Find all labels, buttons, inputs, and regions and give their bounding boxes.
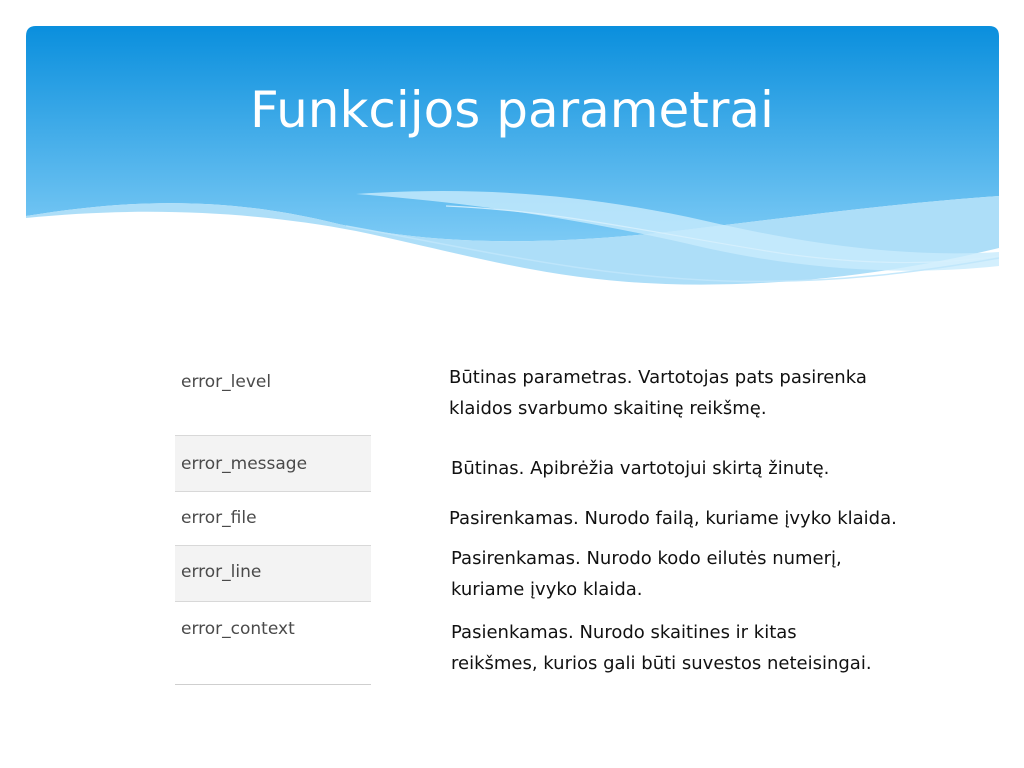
table-row [175,602,371,685]
slide-title: Funkcijos parametrai [250,81,774,139]
header-wave-background [26,26,999,296]
table-row [175,354,371,436]
parameter-description: Būtinas. Apibrėžia vartotojui skirtą žinutę. [451,458,830,479]
parameter-name: error_context [181,619,295,639]
table-row [175,492,371,546]
parameter-name: error_level [181,372,272,392]
parameter-name: error_message [181,454,308,474]
parameter-description: Pasirenkamas. Nurodo kodo eilutės numerį, kuriame įvyko klaida. [451,548,842,600]
parameter-name: error_line [181,562,262,582]
parameter-description: Būtinas parametras. Vartotojas pats pasirenka klaidos svarbumo skaitinę reikšmę. [449,367,867,419]
parameter-description: Pasienkamas. Nurodo skaitines ir kitas reikšmes, kurios gali būti suvestos neteisingai. [451,622,872,674]
parameter-description: Pasirenkamas. Nurodo failą, kuriame įvyko klaida. [449,508,897,529]
table-row [175,436,371,492]
parameter-table [175,354,371,685]
parameter-name: error_file [181,508,257,528]
table-row [175,546,371,602]
header-banner [26,26,999,296]
